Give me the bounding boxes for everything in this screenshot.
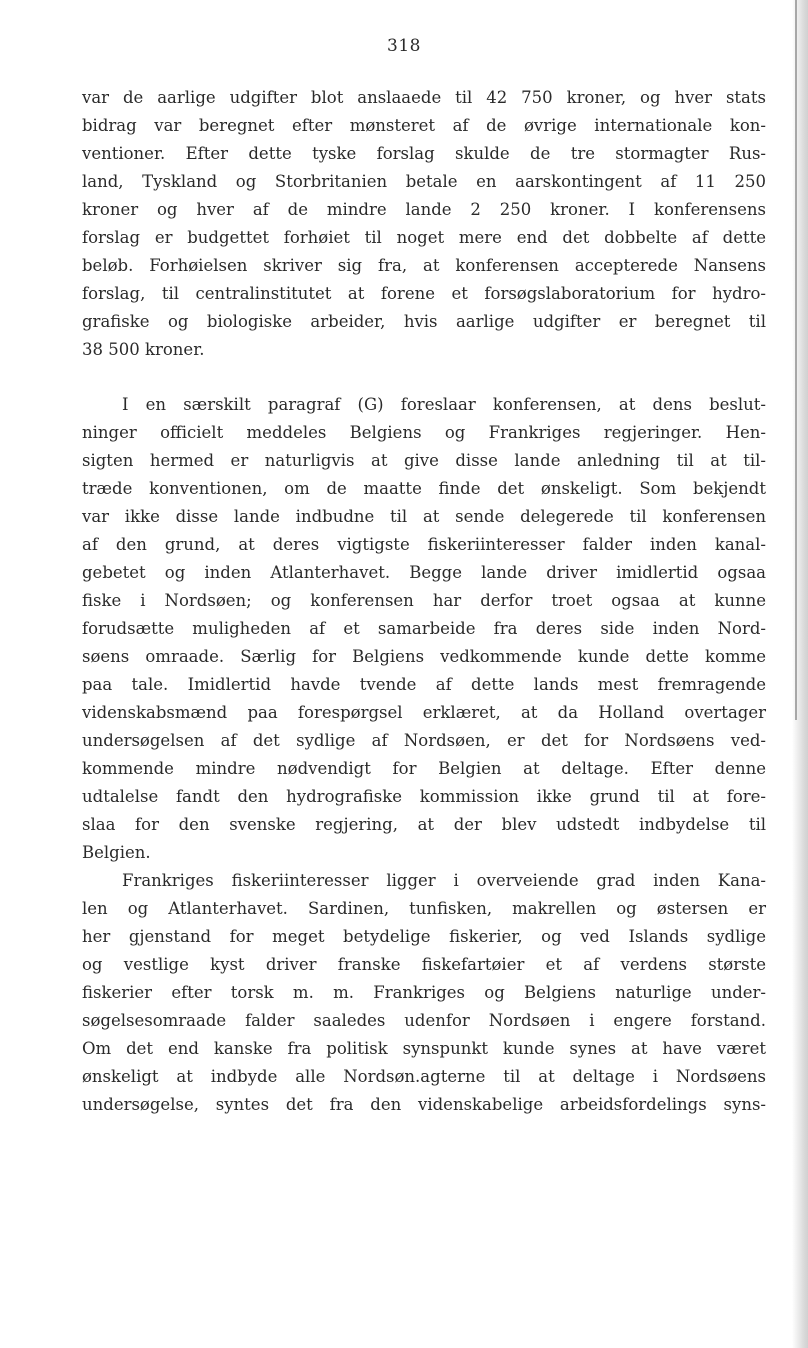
- page-edge-line: [795, 0, 797, 720]
- text-line: forslag er budgettet forhøiet til noget mere end det dobbelte af dette: [82, 228, 766, 247]
- text-line: 38 500 kroner.: [82, 340, 205, 359]
- text-line: her gjenstand for meget betydelige fiskerier, og ved Islands sydlige: [82, 927, 766, 946]
- paragraph-1: [82, 84, 766, 364]
- text-line: ønskeligt at indbyde alle Nordsøn.agterne til at deltage i Nordsøens: [82, 1067, 766, 1086]
- paragraph-gap: [82, 364, 766, 391]
- text-line: af den grund, at deres vigtigste fiskeriinteresser falder inden kanal-: [82, 535, 766, 554]
- text-line: forslag, til centralinstitutet at forene et forsøgslaboratorium for hydro-: [82, 284, 766, 303]
- text-line: var ikke disse lande indbudne til at sende delegerede til konferensen: [82, 507, 766, 526]
- text-line: fiske i Nordsøen; og konferensen har derfor troet ogsaa at kunne: [82, 591, 766, 610]
- text-line: og vestlige kyst driver franske fiskefartøier et af verdens største: [82, 955, 766, 974]
- text-line: udtalelse fandt den hydrografiske kommission ikke grund til at fore-: [82, 787, 766, 806]
- text-line: var de aarlige udgifter blot anslaaede til 42 750 kroner, og hver stats: [82, 88, 766, 107]
- text-line: sigten hermed er naturligvis at give disse lande anledning til at til-: [82, 451, 766, 470]
- text-line: land, Tyskland og Storbritanien betale en aarskontingent af 11 250: [82, 172, 766, 191]
- text-line: Om det end kanske fra politisk synspunkt kunde synes at have været: [82, 1039, 766, 1058]
- text-line: bidrag var beregnet efter mønsteret af de øvrige internationale kon-: [82, 116, 766, 135]
- text-line: kommende mindre nødvendigt for Belgien at deltage. Efter denne: [82, 759, 766, 778]
- text-line: forudsætte muligheden af et samarbeide fra deres side inden Nord-: [82, 619, 766, 638]
- text-line: søens omraade. Særlig for Belgiens vedkommende kunde dette komme: [82, 647, 766, 666]
- text-line: len og Atlanterhavet. Sardinen, tunfisken, makrellen og østersen er: [82, 899, 766, 918]
- paragraph-2: [82, 391, 766, 867]
- text-line: gebetet og inden Atlanterhavet. Begge lande driver imidlertid ogsaa: [82, 563, 766, 582]
- text-line: videnskabsmænd paa forespørgsel erklæret, at da Holland overtager: [82, 703, 766, 722]
- text-line: undersøgelse, syntes det fra den videnskabelige arbeidsfordelings syns-: [82, 1095, 766, 1114]
- text-line: I en særskilt paragraf (G) foreslaar konferensen, at dens beslut-: [122, 395, 766, 414]
- page-number: 318: [387, 36, 421, 56]
- text-line: paa tale. Imidlertid havde tvende af dette lands mest fremragende: [82, 675, 766, 694]
- text-line: grafiske og biologiske arbeider, hvis aarlige udgifter er beregnet til: [82, 312, 766, 331]
- text-line: ventioner. Efter dette tyske forslag skulde de tre stormagter Rus-: [82, 144, 766, 163]
- text-line: slaa for den svenske regjering, at der blev udstedt indbydelse til: [82, 815, 766, 834]
- text-line: søgelsesomraade falder saaledes udenfor Nordsøen i engere forstand.: [82, 1011, 766, 1030]
- paragraph-3: [82, 867, 766, 1119]
- text-line: fiskerier efter torsk m. m. Frankriges og Belgiens naturlige under-: [82, 983, 766, 1002]
- text-line: Frankriges fiskeriinteresser ligger i overveiende grad inden Kana-: [122, 871, 766, 890]
- text-line: kroner og hver af de mindre lande 2 250 kroner. I konferensens: [82, 200, 766, 219]
- body-text: [82, 84, 766, 1119]
- text-line: beløb. Forhøielsen skriver sig fra, at konferensen accepterede Nansens: [82, 256, 766, 275]
- page-edge-shadow: [792, 0, 808, 1348]
- text-line: ninger officielt meddeles Belgiens og Frankriges regjeringer. Hen-: [82, 423, 766, 442]
- text-line: træde konventionen, om de maatte finde det ønskeligt. Som bekjendt: [82, 479, 766, 498]
- text-line: Belgien.: [82, 843, 151, 862]
- text-line: undersøgelsen af det sydlige af Nordsøen, er det for Nordsøens ved-: [82, 731, 766, 750]
